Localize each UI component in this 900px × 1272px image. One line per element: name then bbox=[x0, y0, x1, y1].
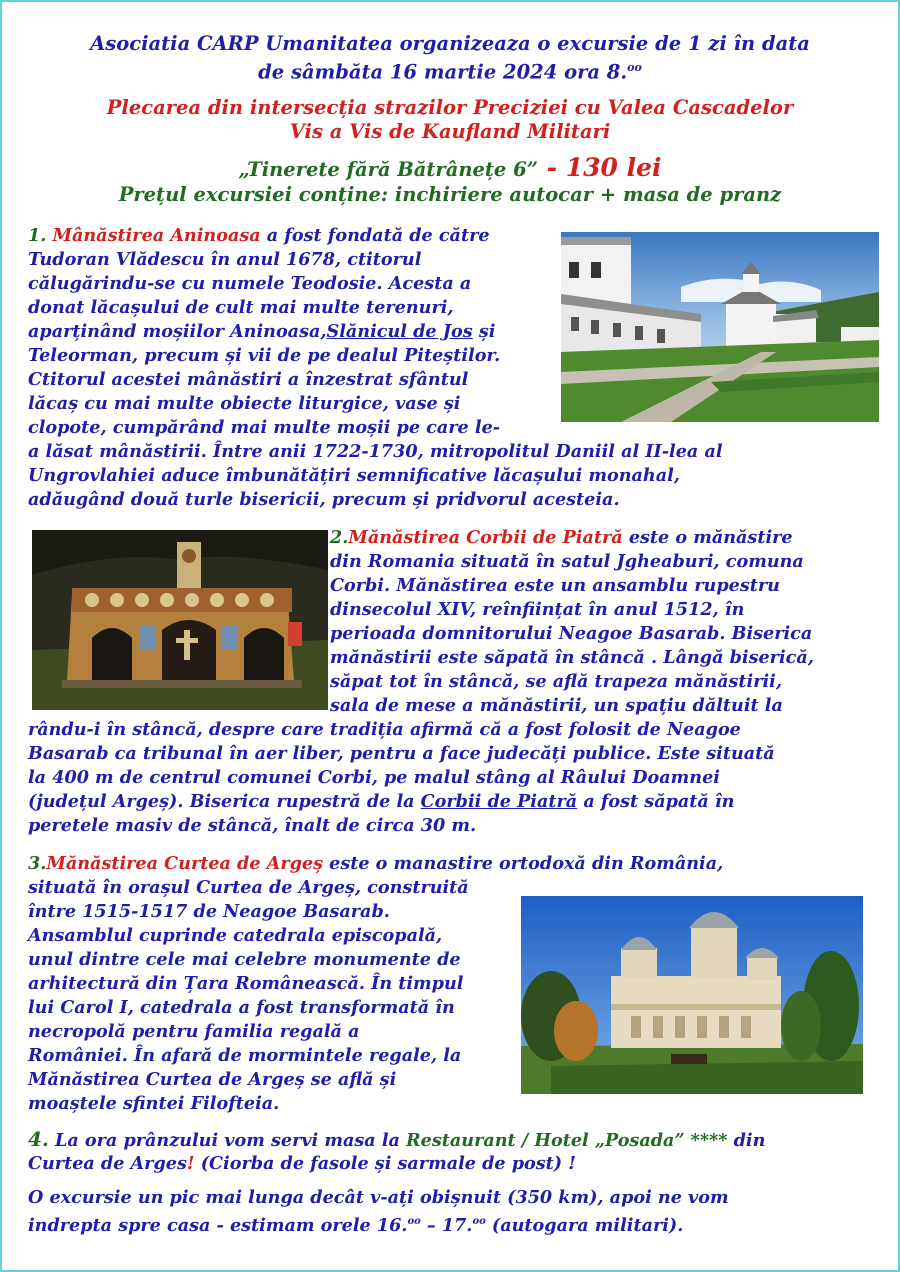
departure-text-1: Plecarea din intersecția strazilor Preciziei cu Valea Cascadelor bbox=[106, 96, 794, 119]
section1-line-5 bbox=[28, 320, 495, 344]
section2-line-7: săpat tot în stâncă, se află trapeza mănăstirii, bbox=[330, 671, 782, 692]
section4-city: Curtea de Arges bbox=[28, 1153, 187, 1174]
slanicul-de-jos-link[interactable]: Slănicul de Jos bbox=[326, 321, 473, 342]
section3-line-11: moaștele sfintei Filofteia. bbox=[28, 1093, 280, 1114]
section3-line-10: Mănăstirea Curtea de Argeș se află și bbox=[28, 1069, 397, 1090]
section3-line-7: lui Carol I, catedrala a fost transformată în bbox=[28, 997, 455, 1018]
closing-line-1: O excursie un pic mai lunga decât v-ați obișnuit (350 km), apoi ne vom bbox=[28, 1187, 729, 1208]
closing-text: – 17. bbox=[420, 1214, 473, 1236]
section2-line-6: mănăstirii este săpată în stâncă . Lângă biserică, bbox=[330, 647, 814, 668]
section4-text: La ora prânzului vom servi masa la bbox=[48, 1130, 407, 1151]
section4-exclamation: ! bbox=[186, 1153, 195, 1174]
section1-number: 1. bbox=[28, 225, 47, 246]
aninoasa-monastery-photo bbox=[561, 232, 879, 422]
section1-line-1 bbox=[28, 224, 490, 248]
closing-text: indrepta spre casa - estimam orele 16. bbox=[28, 1214, 408, 1236]
section1-line-11: Ungrovlahiei aduce îmbunătățiri semnificative lăcașului monahal, bbox=[28, 465, 680, 486]
section3-line-2: situată în orașul Curtea de Argeș, construită bbox=[28, 877, 469, 898]
section2-line-8: sala de mese a mănăstirii, un spațiu dăltuit la bbox=[330, 695, 783, 716]
section3-line-6: arhitectură din Țara Românească. În timpul bbox=[28, 973, 464, 994]
section1-line-2: Tudoran Vlădescu în anul 1678, ctitorul bbox=[28, 249, 422, 270]
section3-title: Mănăstirea Curtea de Argeș bbox=[46, 853, 323, 874]
departure-text-2: Vis a Vis de Kaufland Militari bbox=[289, 120, 611, 143]
section1-line-8: lăcaș cu mai multe obiecte liturgice, vase și bbox=[28, 393, 461, 414]
curtea-de-arges-illustration bbox=[521, 896, 863, 1094]
section1-line-7: Ctitorul acestei mânăstiri a înzestrat sfântul bbox=[28, 369, 469, 390]
section2-line-11: la 400 m de centrul comunei Corbi, pe malul stâng al Râului Doamnei bbox=[28, 767, 720, 788]
corbii-de-piatra-photo bbox=[32, 530, 328, 710]
tour-title-line bbox=[2, 155, 898, 183]
section4-menu: (Ciorba de fasole și sarmale de post) ! bbox=[194, 1153, 576, 1174]
section2-line-3: Corbi. Mănăstirea este un ansamblu rupestru bbox=[330, 575, 780, 596]
departure-line-1 bbox=[2, 96, 898, 120]
time-superscript: oo bbox=[407, 1216, 421, 1227]
section1-text: și bbox=[472, 321, 496, 342]
section2-number: 2. bbox=[330, 527, 349, 548]
section2-text: (județul Argeș). Biserica rupestră de la bbox=[28, 791, 421, 812]
aninoasa-illustration bbox=[561, 232, 879, 422]
section2-title: Mănăstirea Corbii de Piatră bbox=[348, 527, 623, 548]
section4-text: din bbox=[727, 1130, 766, 1151]
departure-line-2 bbox=[2, 120, 898, 144]
section1-line-4: donat lăcașului de cult mai multe terenuri, bbox=[28, 297, 454, 318]
section1-line-9: clopote, cumpărând mai multe moșii pe care le- bbox=[28, 417, 501, 438]
time-superscript: oo bbox=[627, 61, 642, 74]
corbii-de-piatra-link[interactable]: Corbii de Piatră bbox=[420, 791, 578, 812]
time-superscript: oo bbox=[472, 1216, 486, 1227]
tour-price: - 130 lei bbox=[537, 153, 662, 182]
date-time-text: de sâmbăta 16 martie 2024 ora 8. bbox=[258, 60, 628, 84]
section3-line-8: necropolă pentru familia regală a bbox=[28, 1021, 360, 1042]
price-includes-text: Prețul excursiei conține: inchiriere autocar + masa de pranz bbox=[118, 183, 782, 206]
section4-line-2 bbox=[28, 1152, 576, 1176]
header-text-1: Asociatia CARP Umanitatea organizeaza o excursie de 1 zi în data bbox=[90, 32, 810, 55]
section1-line-3: călugărindu-se cu numele Teodosie. Acesta a bbox=[28, 273, 472, 294]
section4-number: 4. bbox=[28, 1127, 49, 1151]
section3-line-1 bbox=[28, 852, 723, 876]
section1-line-6: Teleorman, precum și vii de pe dealul Piteștilor. bbox=[28, 345, 501, 366]
header-line-1 bbox=[2, 32, 898, 56]
section1-line-12: adăugând două turle bisericii, precum și pridvorul acesteia. bbox=[28, 489, 620, 510]
closing-line-2 bbox=[28, 1210, 683, 1237]
section3-line-9: României. În afară de mormintele regale, la bbox=[28, 1045, 462, 1066]
section2-line-1 bbox=[330, 526, 793, 550]
restaurant-name: Restaurant / Hotel „Posada” **** bbox=[406, 1130, 728, 1151]
section2-text: este o mănăstire bbox=[622, 527, 793, 548]
section3-text: este o manastire ortodoxă din România, bbox=[323, 853, 724, 874]
section2-line-12 bbox=[28, 790, 734, 814]
section2-line-13: peretele masiv de stâncă, înalt de circa 30 m. bbox=[28, 815, 477, 836]
section1-title: Mânăstirea Aninoasa bbox=[52, 225, 261, 246]
section1-text: aparținând moșiilor Aninoasa, bbox=[28, 321, 327, 342]
section3-line-3: între 1515-1517 de Neagoe Basarab. bbox=[28, 901, 390, 922]
section3-line-4: Ansamblul cuprinde catedrala episcopală, bbox=[28, 925, 443, 946]
curtea-de-arges-photo bbox=[521, 896, 863, 1094]
section1-text: a fost fondată de către bbox=[260, 225, 490, 246]
section2-line-4: dinsecolul XIV, reînființat în anul 1512, în bbox=[330, 599, 745, 620]
section3-line-5: unul dintre cele mai celebre monumente de bbox=[28, 949, 461, 970]
closing-text: (autogara militari). bbox=[485, 1214, 684, 1236]
price-includes-line bbox=[2, 182, 898, 208]
header-line-2 bbox=[2, 56, 898, 85]
section2-line-5: perioada domnitorului Neagoe Basarab. Biserica bbox=[330, 623, 813, 644]
section3-number: 3. bbox=[28, 853, 47, 874]
section4-line-1 bbox=[28, 1128, 765, 1153]
section2-line-2: din Romania situată în satul Jgheaburi, comuna bbox=[330, 551, 804, 572]
section1-line-10: a lăsat mânăstirii. Între anii 1722-1730, mitropolitul Daniil al II-lea al bbox=[28, 441, 723, 462]
section2-text: a fost săpată în bbox=[577, 791, 735, 812]
section2-line-9: rându-i în stâncă, despre care tradiția afirmă că a fost folosit de Neagoe bbox=[28, 719, 741, 740]
corbii-illustration bbox=[32, 530, 328, 710]
tour-name: „Tinerete fără Bătrânețe 6” bbox=[238, 158, 538, 181]
section2-line-10: Basarab ca tribunal în aer liber, pentru a face judecăți publice. Este situată bbox=[28, 743, 775, 764]
